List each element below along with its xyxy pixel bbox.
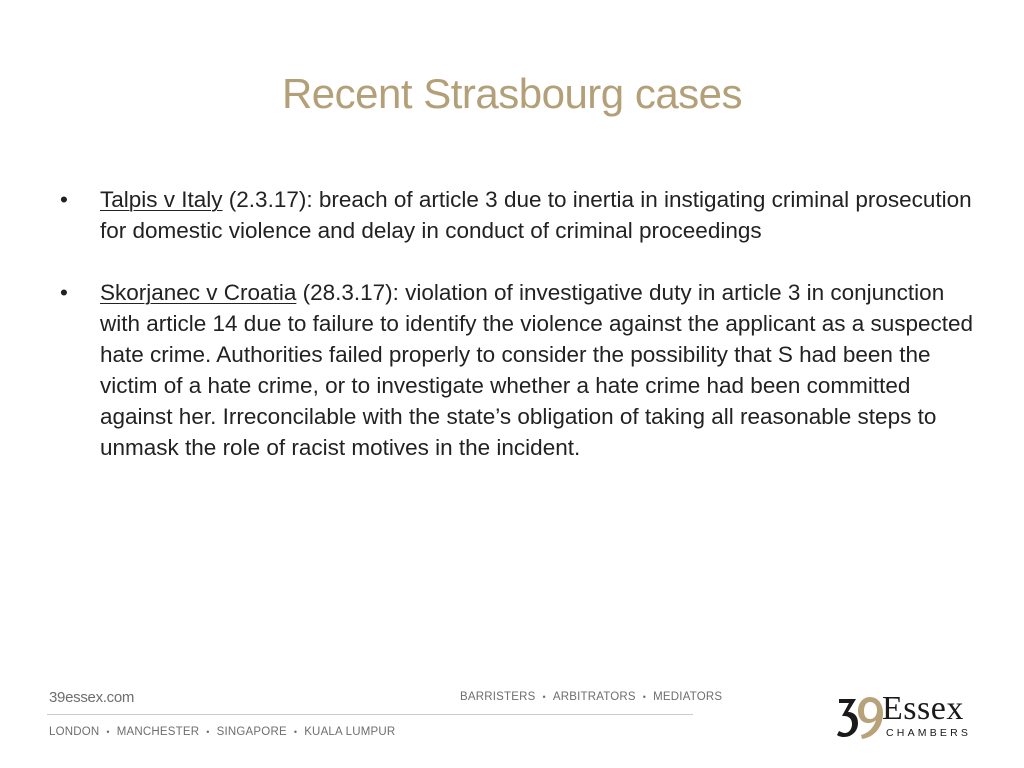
- footer-locations: [49, 726, 395, 738]
- location-singapore: SINGAPORE: [216, 726, 287, 738]
- bullet-text: (28.3.17): violation of investigative duty in article 3 in conjunction with article 14 due to failure to identify the violence against the applicant as a suspected hate crime. Authorities failed properly to consider the possibility that S had been the victim of a hate crime, or to investigate whether a hate crime had been committed against her. Irreconcilable with the state’s obligation of taking all reasonable steps to unmask the role of racist motives in the incident.: [100, 280, 974, 460]
- separator-dot: •: [293, 726, 298, 737]
- bullet-list: [56, 184, 976, 494]
- footer-divider: [47, 714, 693, 715]
- bullet-marker: •: [60, 187, 68, 212]
- bullet-talpis: [56, 184, 976, 246]
- case-name-link[interactable]: Skorjanec v Croatia: [100, 280, 297, 305]
- location-kuala-lumpur: KUALA LUMPUR: [304, 726, 396, 738]
- service-arbitrators: ARBITRATORS: [552, 691, 636, 703]
- slide-title: Recent Strasbourg cases: [281, 70, 743, 117]
- essex-chambers-logo: [836, 690, 976, 743]
- separator-dot: •: [642, 691, 647, 702]
- logo-wordmark: Essex: [882, 690, 964, 727]
- footer-services: [460, 691, 722, 703]
- location-london: LONDON: [49, 726, 100, 738]
- service-mediators: MEDIATORS: [653, 691, 723, 703]
- separator-dot: •: [542, 691, 546, 702]
- logo-subtitle: CHAMBERS: [886, 727, 972, 739]
- logo-39-mark-icon: [836, 693, 884, 741]
- footer-website: 39essex.com: [49, 689, 135, 706]
- bullet-marker: •: [60, 280, 68, 305]
- bullet-text: (2.3.17): breach of article 3 due to inertia in instigating criminal prosecution for domestic violence and delay in conduct of criminal proceedings: [100, 187, 972, 243]
- separator-dot: •: [206, 726, 210, 737]
- separator-dot: •: [106, 726, 110, 737]
- service-barristers: BARRISTERS: [460, 691, 536, 703]
- bullet-skorjanec: [56, 277, 976, 463]
- case-name-link[interactable]: Talpis v Italy: [100, 187, 223, 212]
- location-manchester: MANCHESTER: [116, 726, 200, 738]
